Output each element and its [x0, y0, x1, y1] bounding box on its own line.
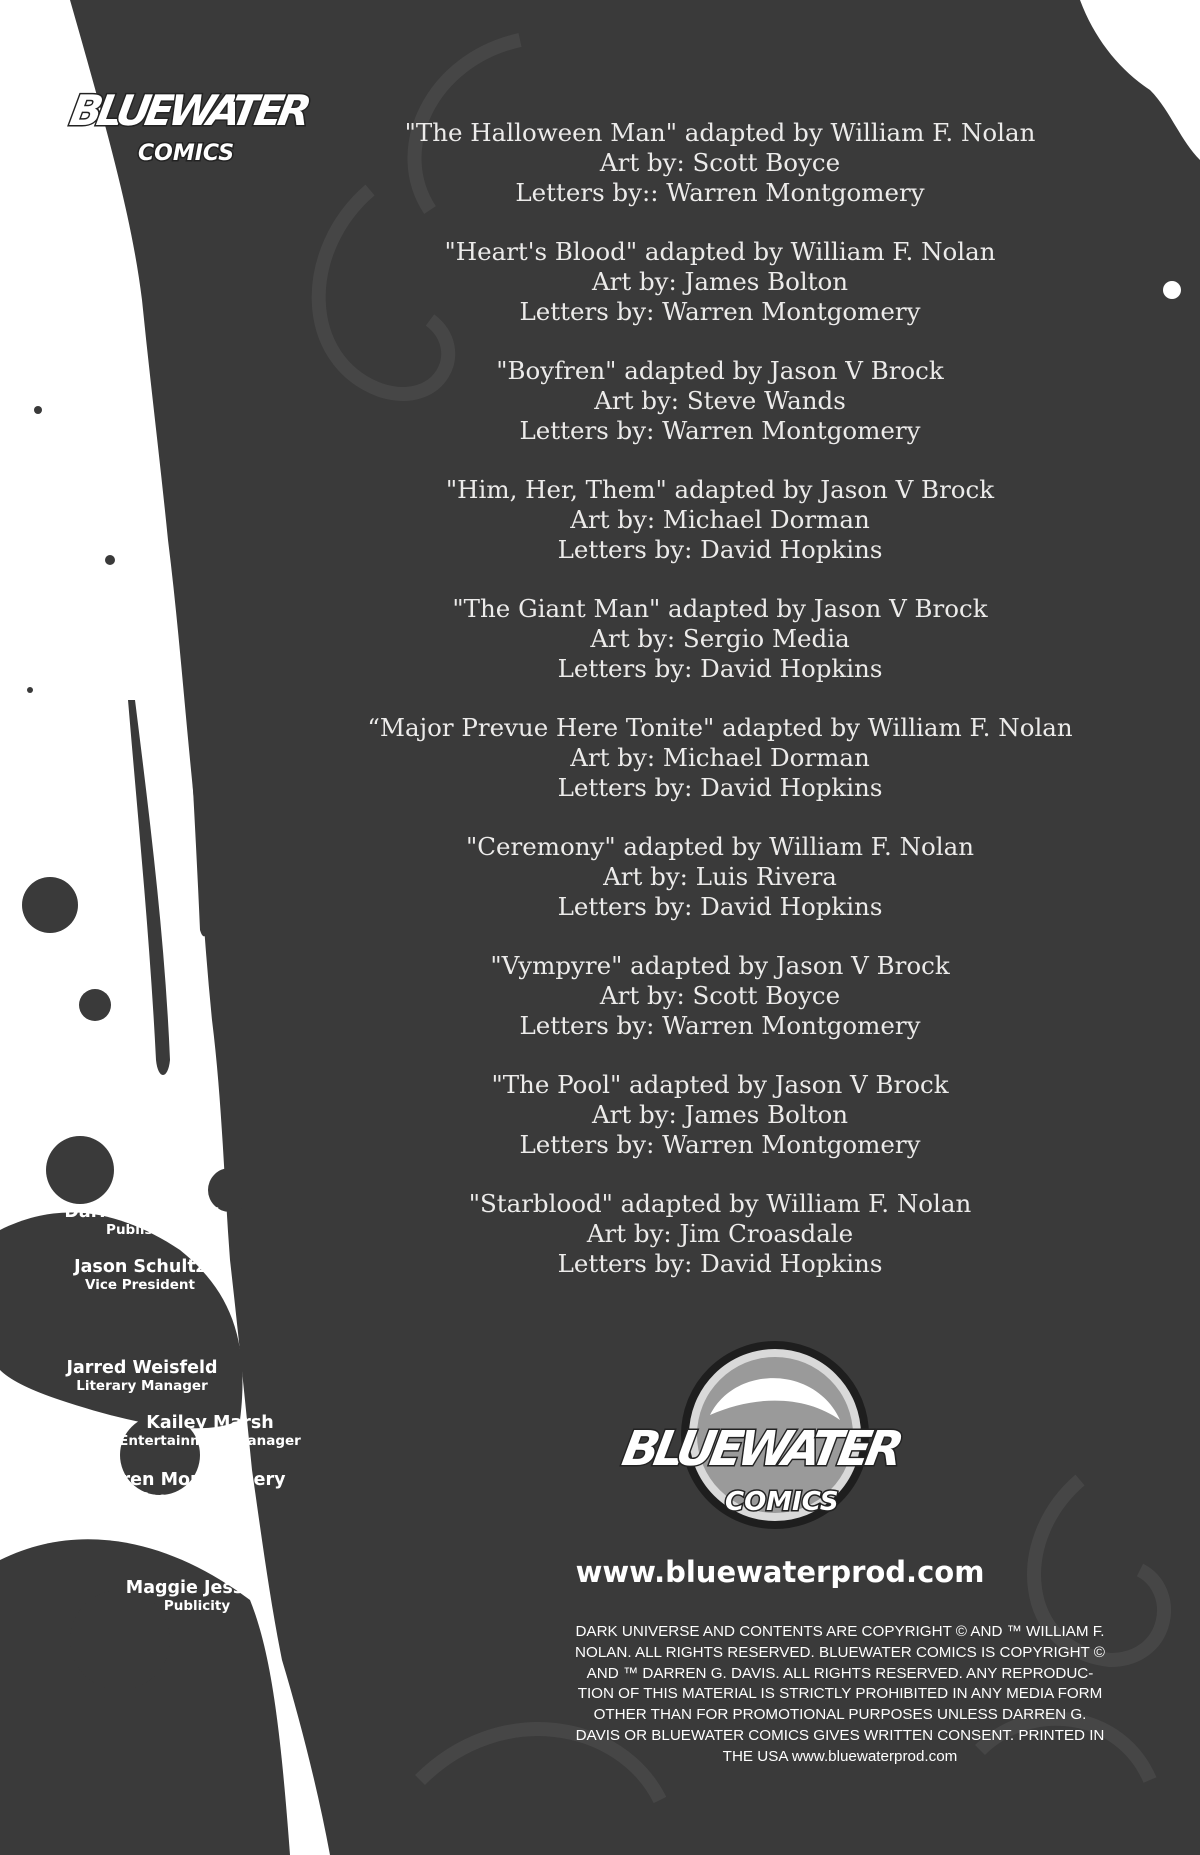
- credit-art: Art by: Michael Dorman: [570, 743, 870, 772]
- credit-block: [345, 713, 1095, 803]
- staff-role: Entertainment Manager: [119, 1433, 301, 1449]
- credit-block: [345, 1070, 1095, 1160]
- staff-role: Publicity: [163, 1598, 231, 1614]
- credit-art: Art by: Scott Boyce: [599, 981, 841, 1010]
- svg-text:COMICS: COMICS: [725, 1487, 839, 1517]
- staff-role: Coordinator: [138, 1490, 230, 1506]
- staff-name: Darren G. Davis: [64, 1202, 220, 1222]
- staff-role: Publisher: [106, 1222, 178, 1238]
- website-url: www.bluewaterprod.com: [575, 1555, 985, 1589]
- copyright-line: NOLAN. ALL RIGHTS RESERVED. BLUEWATER COMICS IS COPYRIGHT ©: [575, 1643, 1105, 1661]
- bluewater-comics-logo-center: [615, 1325, 935, 1575]
- credit-letters: Letters by: Warren Montgomery: [519, 416, 921, 445]
- copyright-line: AND ™ DARREN G. DAVIS. ALL RIGHTS RESERVED. ANY REPRODUC-: [586, 1664, 1094, 1682]
- credit-block: [345, 118, 1095, 208]
- credit-title: "Starblood" adapted by William F. Nolan: [468, 1189, 972, 1218]
- copyright-line: DARK UNIVERSE AND CONTENTS ARE COPYRIGHT © AND ™ WILLIAM F.: [575, 1623, 1105, 1640]
- credit-art: Art by: Steve Wands: [594, 386, 846, 415]
- credit-art: Art by: James Bolton: [591, 1100, 849, 1129]
- credit-title: “Major Prevue Here Tonite" adapted by William F. Nolan: [367, 713, 1073, 742]
- staff-entry: [100, 1578, 294, 1614]
- credit-art: Art by: Michael Dorman: [570, 505, 870, 534]
- credit-title: "Boyfren" adapted by Jason V Brock: [496, 356, 944, 385]
- staff-entry: [42, 1202, 242, 1238]
- credit-letters: Letters by: Warren Montgomery: [519, 1011, 921, 1040]
- staff-name: Jason Schultz: [74, 1257, 206, 1277]
- copyright-line: TION OF THIS MATERIAL IS STRICTLY PROHIBITED IN ANY MEDIA FORM: [577, 1685, 1103, 1703]
- copyright-line: OTHER THAN FOR PROMOTIONAL PURPOSES UNLESS DARREN G.: [593, 1706, 1087, 1724]
- staff-role: Literary Manager: [76, 1378, 208, 1394]
- credit-block: [345, 1189, 1095, 1279]
- credit-title: "Him, Her, Them" adapted by Jason V Brock: [445, 475, 995, 504]
- credit-art: Art by: Sergio Media: [590, 624, 850, 653]
- staff-name: Warren Montgomery: [82, 1470, 286, 1490]
- staff-entry: [74, 1470, 294, 1506]
- credit-title: "The Halloween Man" adapted by William F. Nolan: [404, 118, 1036, 147]
- credit-title: "Ceremony" adapted by William F. Nolan: [466, 832, 974, 861]
- staff-list: [0, 0, 340, 1700]
- credit-art: Art by: Luis Rivera: [603, 862, 837, 891]
- staff-name: Jarred Weisfeld: [66, 1358, 218, 1378]
- credit-letters: Letters by: Warren Montgomery: [519, 297, 921, 326]
- credit-letters: Letters by: David Hopkins: [557, 773, 883, 802]
- credit-block: [345, 237, 1095, 327]
- credit-block: [345, 475, 1095, 565]
- staff-entry: [108, 1413, 312, 1449]
- credit-letters: Letters by: David Hopkins: [557, 654, 883, 683]
- story-credits-list: [345, 118, 1095, 1308]
- staff-role: Vice President: [85, 1277, 195, 1293]
- copyright-line: THE USA www.bluewaterprod.com: [722, 1747, 958, 1765]
- credit-letters: Letters by: David Hopkins: [557, 1249, 883, 1278]
- credit-art: Art by: James Bolton: [591, 267, 849, 296]
- credit-art: Art by: Jim Croasdale: [586, 1219, 854, 1248]
- svg-text:COMICS: COMICS: [138, 141, 235, 166]
- staff-entry: [52, 1358, 232, 1394]
- svg-text:BLUEWATER: BLUEWATER: [66, 86, 316, 135]
- credit-title: "The Giant Man" adapted by Jason V Brock: [452, 594, 988, 623]
- copyright-notice: [535, 1622, 1145, 1768]
- copyright-line: DAVIS OR BLUEWATER COMICS GIVES WRITTEN CONSENT. PRINTED IN: [575, 1726, 1105, 1744]
- staff-entry: [42, 1257, 238, 1293]
- credit-block: [345, 832, 1095, 922]
- credit-letters: Letters by: David Hopkins: [557, 892, 883, 921]
- credit-title: "Heart's Blood" adapted by William F. Nolan: [444, 237, 996, 266]
- staff-name: Maggie Jessup: [125, 1578, 269, 1598]
- credit-block: [345, 356, 1095, 446]
- credit-title: "The Pool" adapted by Jason V Brock: [491, 1070, 949, 1099]
- credit-title: "Vympyre" adapted by Jason V Brock: [490, 951, 950, 980]
- staff-name: Kailey Marsh: [146, 1413, 274, 1433]
- credit-art: Art by: Scott Boyce: [599, 148, 841, 177]
- credit-letters: Letters by:: Warren Montgomery: [515, 178, 925, 207]
- credit-block: [345, 594, 1095, 684]
- credit-letters: Letters by: David Hopkins: [557, 535, 883, 564]
- credit-block: [345, 951, 1095, 1041]
- svg-text:BLUEWATER: BLUEWATER: [618, 1421, 909, 1477]
- credit-letters: Letters by: Warren Montgomery: [519, 1130, 921, 1159]
